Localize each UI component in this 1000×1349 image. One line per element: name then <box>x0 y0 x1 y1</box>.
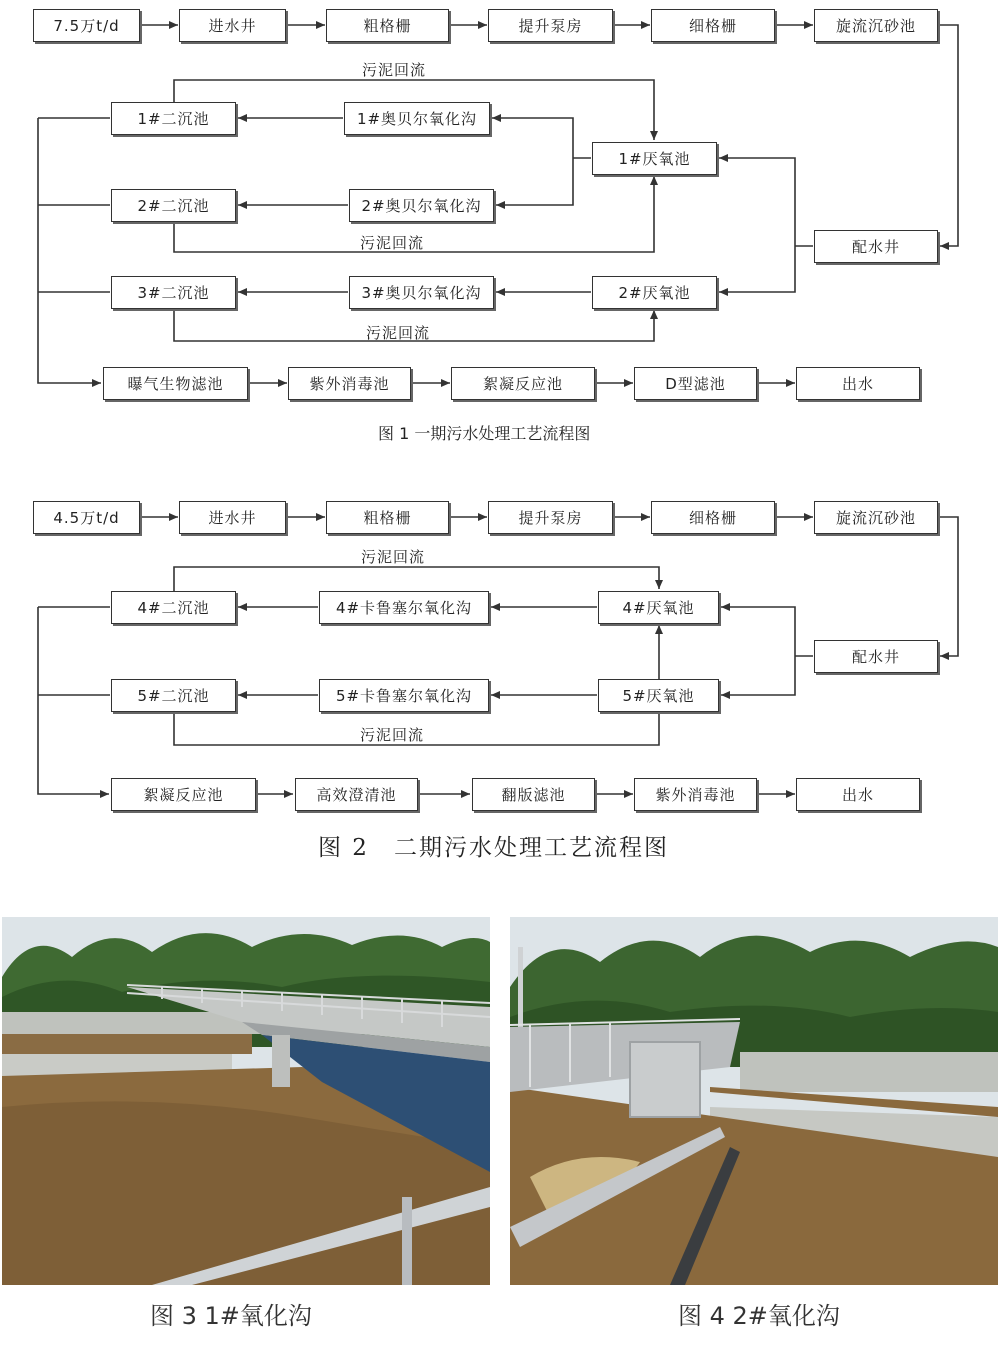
d1-node-distribution-well: 配水井 <box>814 230 938 263</box>
d2-node-lift-pump: 提升泵房 <box>488 501 613 534</box>
d1-node-grit-chamber: 旋流沉砂池 <box>814 9 938 42</box>
d1-sludge-return-label-2: 污泥回流 <box>360 234 425 252</box>
d2-node-anaerobic-5: 5#厌氧池 <box>598 679 719 712</box>
d1-node-oxidation-ditch-3: 3#奥贝尔氧化沟 <box>349 276 494 309</box>
d1-node-oxidation-ditch-2: 2#奥贝尔氧化沟 <box>349 189 494 222</box>
d1-node-fine-screen: 细格栅 <box>651 9 775 42</box>
d1-node-coarse-screen: 粗格栅 <box>326 9 449 42</box>
d2-node-clarifier-5: 5#二沉池 <box>111 679 236 712</box>
d2-node-distribution-well: 配水井 <box>814 640 938 673</box>
d1-node-baf: 曝气生物滤池 <box>103 367 248 400</box>
d1-node-inlet-well: 进水井 <box>179 9 286 42</box>
d2-node-high-efficiency-clarifier: 高效澄清池 <box>295 778 418 811</box>
d2-node-capacity: 4.5万t/d <box>33 501 140 534</box>
photo-caption-right: 图 4 2#氧化沟 <box>678 1302 840 1330</box>
d1-sludge-return-label-3: 污泥回流 <box>366 324 431 342</box>
d2-node-clarifier-4: 4#二沉池 <box>111 591 236 624</box>
d2-node-uv: 紫外消毒池 <box>634 778 757 811</box>
d2-sludge-return-label-1: 污泥回流 <box>361 548 426 566</box>
d1-node-flocculation: 絮凝反应池 <box>451 367 595 400</box>
d1-node-anaerobic-1: 1#厌氧池 <box>592 142 717 175</box>
d2-node-oxidation-ditch-4: 4#卡鲁塞尔氧化沟 <box>319 591 489 624</box>
photo-oxidation-ditch-2 <box>510 917 998 1285</box>
d1-sludge-return-label-1: 污泥回流 <box>362 61 427 79</box>
d2-node-grit-chamber: 旋流沉砂池 <box>814 501 938 534</box>
d1-node-lift-pump: 提升泵房 <box>488 9 613 42</box>
d2-node-flip-filter: 翻版滤池 <box>472 778 595 811</box>
d2-sludge-return-label-2: 污泥回流 <box>360 726 425 744</box>
d1-node-clarifier-1: 1#二沉池 <box>111 102 236 135</box>
d1-node-capacity: 7.5万t/d <box>33 9 140 42</box>
d2-node-inlet-well: 进水井 <box>179 501 286 534</box>
d1-node-effluent: 出水 <box>796 367 920 400</box>
d2-node-oxidation-ditch-5: 5#卡鲁塞尔氧化沟 <box>319 679 489 712</box>
d1-node-clarifier-3: 3#二沉池 <box>111 276 236 309</box>
photo-oxidation-ditch-1 <box>2 917 490 1285</box>
d1-node-d-filter: D型滤池 <box>634 367 757 400</box>
d1-node-anaerobic-2: 2#厌氧池 <box>592 276 717 309</box>
d2-node-coarse-screen: 粗格栅 <box>326 501 449 534</box>
d2-node-effluent: 出水 <box>796 778 920 811</box>
d2-node-flocculation: 絮凝反应池 <box>111 778 256 811</box>
d1-node-uv-1: 紫外消毒池 <box>288 367 411 400</box>
d2-node-fine-screen: 细格栅 <box>651 501 775 534</box>
d1-node-oxidation-ditch-1: 1#奥贝尔氧化沟 <box>344 102 490 135</box>
photo-caption-left: 图 3 1#氧化沟 <box>150 1302 312 1330</box>
d2-node-anaerobic-4: 4#厌氧池 <box>598 591 719 624</box>
d1-node-clarifier-2: 2#二沉池 <box>111 189 236 222</box>
d2-caption: 图 2 二期污水处理工艺流程图 <box>318 835 669 861</box>
d1-caption: 图 1 一期污水处理工艺流程图 <box>378 424 591 443</box>
